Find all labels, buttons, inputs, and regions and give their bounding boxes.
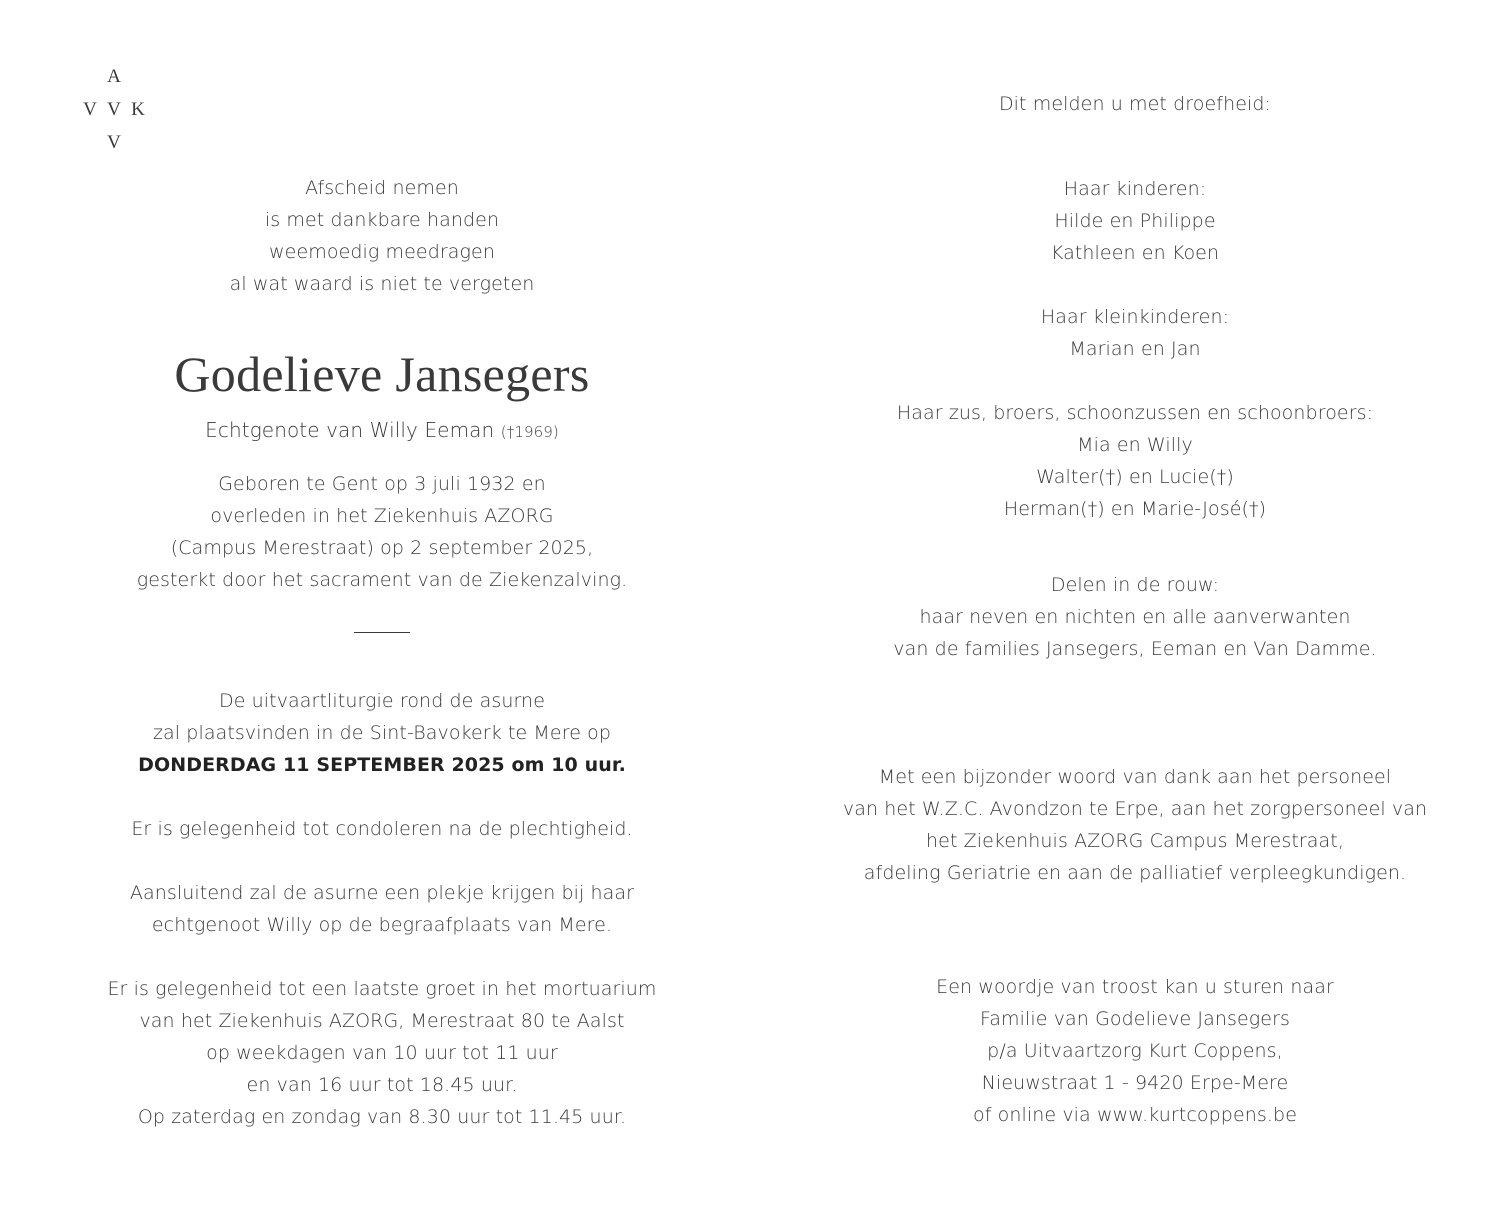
birth-line: overleden in het Ziekenhuis AZORG <box>210 505 554 527</box>
siblings-item: Walter(†) en Lucie(†) <box>1036 466 1234 488</box>
funeral-details <box>82 685 682 781</box>
condolence-address <box>835 971 1435 1131</box>
mortuary-line: op weekdagen van 10 uur tot 11 uur <box>206 1042 558 1064</box>
children-item: Hilde en Philippe <box>1054 210 1216 232</box>
poem-line: Afscheid nemen <box>305 177 459 199</box>
spouse-line <box>82 414 682 448</box>
mortuary-details <box>82 973 682 1133</box>
spouse-death-year: (†1969) <box>500 423 559 441</box>
divider <box>354 632 410 633</box>
thanks-line: afdeling Geriatrie en aan de palliatief verpleegkundigen. <box>863 862 1407 884</box>
poem <box>82 172 682 300</box>
monogram-top-letter: A <box>107 66 121 87</box>
condolence-line: Nieuwstraat 1 - 9420 Erpe-Mere <box>981 1072 1289 1094</box>
mortuary-line: en van 16 uur tot 18.45 uur. <box>246 1074 518 1096</box>
monogram-bottom-letter: V <box>107 132 121 153</box>
mourning-item: haar neven en nichten en alle aanverwanten <box>919 606 1351 628</box>
right-column <box>835 88 1435 1131</box>
grandchildren-heading: Haar kleinkinderen: <box>1040 306 1230 328</box>
poem-line: weemoedig meedragen <box>269 241 495 263</box>
mourning-list <box>835 569 1435 665</box>
condolence-line: Familie van Godelieve Jansegers <box>980 1008 1290 1030</box>
thanks-line: Met een bijzonder woord van dank aan het personeel <box>878 766 1392 788</box>
siblings-item: Herman(†) en Marie-José(†) <box>1003 498 1267 520</box>
funeral-line: zal plaatsvinden in de Sint-Bavokerk te Mere op <box>152 722 612 744</box>
birth-line: Geboren te Gent op 3 juli 1932 en <box>218 473 546 495</box>
grandchildren-item: Marian en Jan <box>1069 338 1201 360</box>
mortuary-line: van het Ziekenhuis AZORG, Merestraat 80 te Aalst <box>139 1010 625 1032</box>
children-item: Kathleen en Koen <box>1050 242 1220 264</box>
monogram-center-letter: V <box>107 99 121 120</box>
announcement-heading: Dit melden u met droefheid: <box>998 93 1272 115</box>
thanks-line: het Ziekenhuis AZORG Campus Merestraat, <box>926 830 1344 852</box>
mourning-heading: Delen in de rouw: <box>1050 574 1220 596</box>
thanks-line: van het W.Z.C. Avondzon te Erpe, aan het zorgpersoneel van <box>842 798 1428 820</box>
children-heading: Haar kinderen: <box>1063 178 1207 200</box>
poem-line: is met dankbare handen <box>264 209 500 231</box>
children-list <box>835 173 1435 269</box>
thanks-note <box>835 761 1435 889</box>
siblings-item: Mia en Willy <box>1077 434 1193 456</box>
deceased-name: Godelieve Jansegers <box>174 346 590 402</box>
monogram-left-letter: V <box>83 99 97 120</box>
funeral-line: De uitvaartliturgie rond de asurne <box>218 690 545 712</box>
condolence-line: p/a Uitvaartzorg Kurt Coppens, <box>987 1040 1283 1062</box>
grandchildren-list <box>835 301 1435 365</box>
urn-line: echtgenoot Willy op de begraafplaats van Mere. <box>151 914 613 936</box>
mourning-item: van de families Jansegers, Eeman en Van Damme. <box>893 638 1377 660</box>
birth-death-details <box>82 468 682 596</box>
poem-line: al wat waard is niet te vergeten <box>229 273 535 295</box>
left-column <box>82 172 682 1133</box>
spouse-text: Echtgenote van Willy Eeman <box>205 418 495 442</box>
urn-details <box>82 877 682 941</box>
funeral-date: DONDERDAG 11 SEPTEMBER 2025 om 10 uur. <box>138 754 626 776</box>
condolence-line: Een woordje van troost kan u sturen naar <box>936 976 1334 998</box>
birth-line: gesterkt door het sacrament van de Ziekenzalving. <box>136 569 628 591</box>
mortuary-line: Op zaterdag en zondag van 8.30 uur tot 11.45 uur. <box>137 1106 627 1128</box>
mortuary-line: Er is gelegenheid tot een laatste groet in het mortuarium <box>107 978 657 1000</box>
urn-line: Aansluitend zal de asurne een plekje krijgen bij haar <box>129 882 635 904</box>
siblings-heading: Haar zus, broers, schoonzussen en schoonbroers: <box>896 402 1374 424</box>
monogram-logo <box>78 60 150 159</box>
condolence-website: of online via www.kurtcoppens.be <box>972 1104 1297 1126</box>
birth-line: (Campus Merestraat) op 2 september 2025, <box>170 537 594 559</box>
condolence-note: Er is gelegenheid tot condoleren na de plechtigheid. <box>131 818 633 840</box>
siblings-list <box>835 397 1435 525</box>
monogram-right-letter: K <box>131 99 145 120</box>
